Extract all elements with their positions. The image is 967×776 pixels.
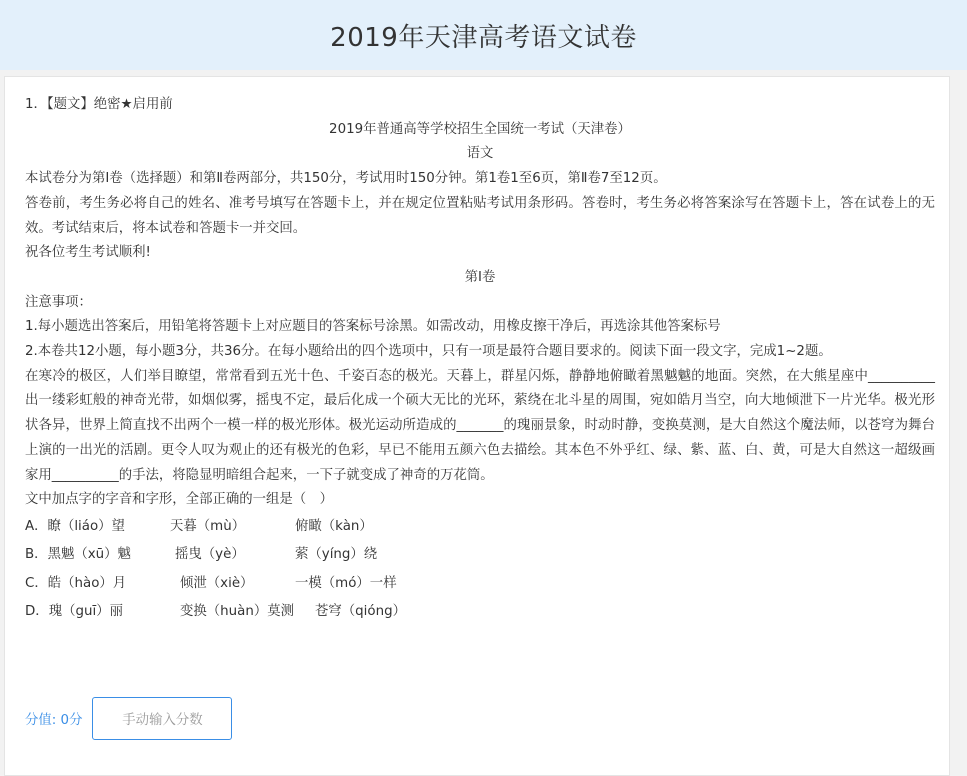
exam-intro: 本试卷分为第Ⅰ卷（选择题）和第Ⅱ卷两部分，共150分，考试用时150分钟。第1卷1至6页，第Ⅱ卷7至12页。 xyxy=(25,171,667,187)
score-row xyxy=(25,697,232,739)
question-card xyxy=(4,76,950,776)
option-c-part-3: 一模（mó）一样 xyxy=(295,575,397,591)
part-title: 第Ⅰ卷 xyxy=(464,269,496,285)
option-b-part-2: 摇曳（yè） xyxy=(175,547,245,563)
option-c-part-2: 倾泄（xiè） xyxy=(180,575,254,591)
option-d-part-3: 苍穹（qióng） xyxy=(315,604,406,620)
manual-score-input-button[interactable]: 手动输入分数 xyxy=(92,697,232,740)
question-prompt: 文中加点字的字音和字形，全部正确的一组是（ ） xyxy=(25,492,333,508)
option-d-part-2: 变换（huàn）莫测 xyxy=(180,604,295,620)
option-b-part-1: B．黑魆（xū）魆 xyxy=(25,547,131,563)
option-c xyxy=(25,570,935,599)
note-2: 2.本卷共12小题，每小题3分，共36分。在每小题给出的四个选项中，只有一项是最符合题目要求的。阅读下面一段文字，完成1~2题。 xyxy=(25,344,832,360)
exam-title: 2019年普通高等学校招生全国统一考试（天津卷） xyxy=(329,121,631,137)
question-number: 1．【题文】绝密★启用前 xyxy=(25,97,173,112)
reading-passage: 在寒冷的极区，人们举目瞭望，常常看到五光十色、千姿百态的极光。天暮上，群星闪烁，静静地俯瞰着黑魆魆的地面。突然，在大熊星座中__________出一缕彩虹般的神奇光带，如烟似雾，摇曳不定，最后化成一个硕大无比的光环，萦绕在北斗星的周围，宛如皓月当空，向大地倾泄下一片光华。极光形状各异，世界上简直找不出两个一模一样的极光形体。极光运动所造成的_______的瑰丽景象，时动时静，变换莫测，是大自然这个魔法师，以苍穹为舞台上演的一出光的活剧。更令人叹为观止的还有极光的色彩，早已不能用五颜六色去描绘。其本色不外乎红、绿、紫、蓝、白、黄，可是大自然这一超级画家用__________的手法，将隐显明暗组合起来，一下子就变成了神奇的万花筒。 xyxy=(25,368,935,483)
option-a-part-1: A．瞭（liáo）望 xyxy=(25,518,125,534)
note-1: 1.每小题选出答案后，用铅笔将答题卡上对应题目的答案标号涂黑。如需改动，用橡皮擦干净后，再选涂其他答案标号 xyxy=(25,319,721,335)
subject-title: 语文 xyxy=(466,146,494,162)
exam-wish: 祝各位考生考试顺利! xyxy=(25,245,151,261)
option-a-part-3: 俯瞰（kàn） xyxy=(295,518,373,534)
page-title: 2019年天津高考语文试卷 xyxy=(330,22,637,53)
page-header xyxy=(0,0,967,70)
option-b xyxy=(25,541,935,570)
notes-title: 注意事项： xyxy=(25,294,92,310)
score-label: 分值: 0分 xyxy=(25,712,83,728)
question-content xyxy=(25,93,935,627)
option-b-part-3: 萦（yíng）绕 xyxy=(295,547,378,563)
exam-instructions: 答卷前，考生务必将自己的姓名、准考号填写在答题卡上，并在规定位置粘贴考试用条形码。答卷时，考生务必将答案涂写在答题卡上，答在试卷上的无效。考试结束后，将本试卷和答题卡一并交回。 xyxy=(25,195,935,236)
option-a xyxy=(25,513,935,542)
option-c-part-1: C．皓（hào）月 xyxy=(25,575,127,591)
option-d-part-1: D．瑰（guī）丽 xyxy=(25,604,123,620)
option-d xyxy=(25,598,935,627)
option-a-part-2: 天暮（mù） xyxy=(170,518,246,534)
